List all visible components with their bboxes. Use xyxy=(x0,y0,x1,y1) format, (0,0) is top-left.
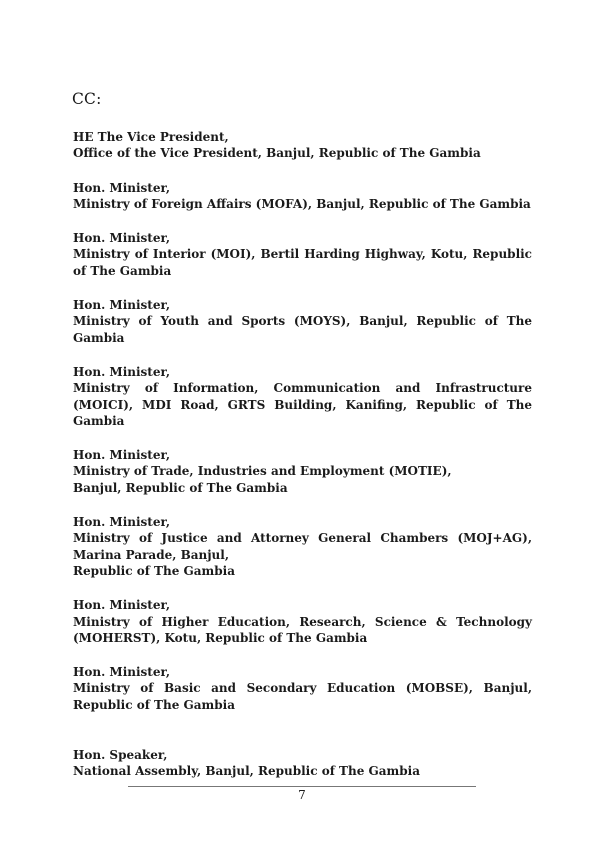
recipient-address-line-2: Banjul, Republic of The Gambia xyxy=(73,480,288,495)
recipient-address: Ministry of Higher Education, Research, Science & Technology (MOHERST), Kotu, Republic of The Gambia xyxy=(73,614,532,645)
recipient-title: Hon. Minister, xyxy=(73,180,171,195)
cc-recipient-speaker xyxy=(73,747,532,780)
recipient-address: Ministry of Basic and Secondary Education (MOBSE), Banjul, Republic of The Gambia xyxy=(73,681,532,712)
cc-recipient-mobse xyxy=(73,664,532,713)
recipient-title: Hon. Speaker, xyxy=(73,748,168,763)
recipient-address: National Assembly, Banjul, Republic of The Gambia xyxy=(73,764,420,779)
recipient-address: Ministry of Information, Communication and Infrastructure (MOICI), MDI Road, GRTS Building, Kanifing, Republic of The Gambia xyxy=(73,381,532,428)
recipient-address: Ministry of Youth and Sports (MOYS), Banjul, Republic of The Gambia xyxy=(73,314,532,345)
cc-recipient-moherst xyxy=(73,597,532,646)
recipient-title: HE The Vice President, xyxy=(73,130,229,144)
recipient-title: Hon. Minister, xyxy=(73,665,171,680)
recipient-address-line-1: Ministry of Trade, Industries and Employment (MOTIE), xyxy=(73,464,452,479)
footer-divider xyxy=(128,786,476,787)
recipient-address: Ministry of Foreign Affairs (MOFA), Banjul, Republic of The Gambia xyxy=(73,196,531,211)
cc-recipient-mofa xyxy=(73,180,532,213)
recipient-address: Ministry of Interior (MOI), Bertil Harding Highway, Kotu, Republic of The Gambia xyxy=(73,247,532,278)
recipient-title: Hon. Minister, xyxy=(73,448,171,463)
page-number: 7 xyxy=(298,788,306,802)
cc-recipient-moj-ag xyxy=(73,514,532,579)
cc-heading: CC: xyxy=(72,90,102,108)
recipient-address-line-1: Ministry of Justice and Attorney General Chambers (MOJ+AG), Marina Parade, Banjul, xyxy=(73,531,532,562)
recipient-title: Hon. Minister, xyxy=(73,598,171,613)
recipient-title: Hon. Minister, xyxy=(73,364,171,379)
recipient-address: Office of the Vice President, Banjul, Republic of The Gambia xyxy=(73,146,481,161)
recipient-title: Hon. Minister, xyxy=(73,231,171,246)
recipient-title: Hon. Minister, xyxy=(73,298,171,313)
cc-recipient-moys xyxy=(73,297,532,346)
recipient-title: Hon. Minister, xyxy=(73,515,171,530)
cc-recipient-moi xyxy=(73,230,532,279)
cc-recipient-moici xyxy=(73,364,532,429)
cc-recipient-list xyxy=(73,129,532,780)
recipient-address-line-2: Republic of The Gambia xyxy=(73,563,235,578)
cc-recipient-vice-president xyxy=(73,129,532,162)
cc-recipient-motie xyxy=(73,447,532,496)
